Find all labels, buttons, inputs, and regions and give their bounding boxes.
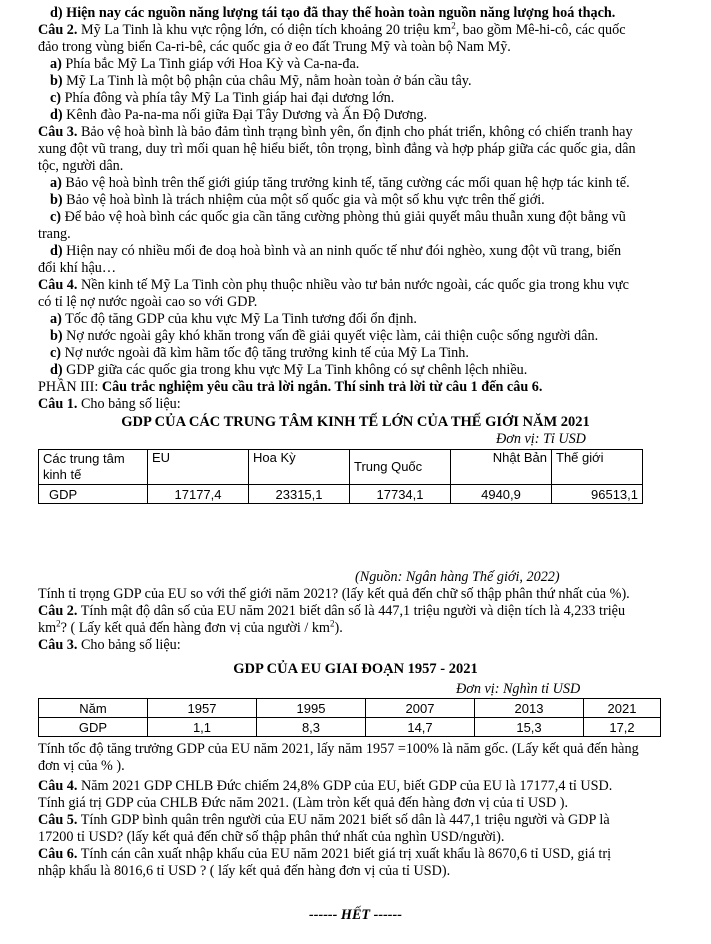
q1-row-label: GDP [39,485,148,504]
q2-stem-cont: $km^2$? ( Lấy kết quả đến hàng đơn vị của người / $km^2$). [38,618,343,636]
c2-option-c: c) Phía đông và phía tây Mỹ La Tinh giáp hai đại dương lớn. [50,90,395,106]
q1-header-cell: EU [148,450,249,485]
q2-stem: Câu 2. Tính mật độ dân số của EU năm 2021 biết dân số là 447,1 triệu người và diện tích là 4,233 triệu [38,603,626,619]
c4-option-d: d) GDP giữa các quốc gia trong khu vực Mỹ La Tinh không có sự chênh lệch nhiều. [50,362,528,378]
c3-option-d-cont: đổi khí hậu… [38,260,117,276]
q3-value-cell: 15,3 [475,718,584,737]
c3-option-c-cont: trang. [38,226,71,242]
q3-stem: Câu 3. Cho bảng số liệu: [38,637,181,653]
table-row [39,718,661,737]
c3-option-a: a) Bảo vệ hoà bình trên thế giới giúp tăng trưởng kinh tế, tăng cường các mối quan hệ hợp tác kinh tế. [50,175,630,191]
q5-stem-cont: 17200 tỉ USD? (lấy kết quả đến chữ số thập phân thứ nhất của nghìn USD/người). [38,829,505,845]
c3-stem-cont2: tộc, người dân. [38,158,124,174]
q1-value-cell: 23315,1 [249,485,350,504]
q4-stem-cont: Tính giá trị GDP của CHLB Đức năm 2021. (Làm tròn kết quả đến hàng đơn vị của tỉ USD ). [38,795,569,811]
q3-value-cell: 8,3 [257,718,366,737]
c3-option-d: d) Hiện nay có nhiều mối đe doạ hoà bình và an ninh quốc tế như đói nghèo, xung đột vũ trang, biến [50,243,622,259]
q3-value-cell: 17,2 [584,718,661,737]
q1-header-cell: Các trung tâm kinh tế [39,450,148,485]
q6-stem: Câu 6. Tính cán cân xuất nhập khẩu của EU năm 2021 biết giá trị xuất khẩu là 8670,6 tỉ USD, giá trị [38,846,612,862]
c2-option-b: b) Mỹ La Tinh là một bộ phận của châu Mỹ, nằm hoàn toàn ở bán cầu tây. [50,73,472,89]
q3-row-label: GDP [39,718,148,737]
q3-year-cell: 2013 [475,699,584,718]
q3-task: Tính tốc độ tăng trưởng GDP của EU năm 2021, lấy năm 1957 =100% là năm gốc. (Lấy kết quả đến hàng [38,741,639,757]
q6-stem-cont: nhập khẩu là 8016,6 tỉ USD ? ( lấy kết quả đến hàng đơn vị của tỉ USD). [38,863,451,879]
c3-stem-cont: xung đột vũ trang, duy trì mối quan hệ hiểu biết, tôn trọng, bình đẳng và hợp pháp giữa các quốc gia, dân [38,141,636,157]
q3-year-cell: 1995 [257,699,366,718]
end-marker: ------ HẾT ------ [309,907,402,923]
table-row [39,450,643,485]
q1-stem: Câu 1. Cho bảng số liệu: [38,396,181,412]
c2-stem: Câu 2. Mỹ La Tinh là khu vực rộng lớn, có diện tích khoảng 20 triệu $km^2$, bao gồm Mê-hi-cô, các quốc [38,20,626,38]
q4-stem: Câu 4. Năm 2021 GDP CHLB Đức chiếm 24,8% GDP của EU, biết GDP của EU là 17177,4 tỉ USD. [38,778,613,794]
q3-table [38,698,661,737]
q5-stem: Câu 5. Tính GDP bình quân trên người của EU năm 2021 biết số dân là 447,1 triệu người và GDP là [38,812,610,828]
q3-header-label: Năm [39,699,148,718]
q3-year-cell: 2007 [366,699,475,718]
c4-option-c: c) Nợ nước ngoài đã kìm hãm tốc độ tăng trưởng kinh tế của Mỹ La Tinh. [50,345,469,361]
q1-table-title: GDP CỦA CÁC TRUNG TÂM KINH TẾ LỚN CỦA THẾ GIỚI NĂM 2021 [121,414,590,430]
q1-unit: Đơn vị: Tỉ USD [496,431,586,447]
q3-year-cell: 2021 [584,699,661,718]
q1-value-cell: 4940,9 [451,485,552,504]
part-3-heading: PHẦN III: Câu trắc nghiệm yêu cầu trả lời ngắn. Thí sinh trả lời từ câu 1 đến câu 6. [38,379,543,395]
c4-option-b: b) Nợ nước ngoài gây khó khăn trong vấn đề giải quyết việc làm, cải thiện cuộc sống người dân. [50,328,599,344]
c2-option-d: d) Kênh đào Pa-na-ma nối giữa Đại Tây Dương và Ấn Độ Dương. [50,107,428,123]
table-row [39,699,661,718]
q1-header-cell: Thế giới [552,450,643,485]
q1-table [38,449,643,504]
q3-unit: Đơn vị: Nghìn tỉ USD [456,681,581,697]
c4-stem-cont: có tỉ lệ nợ nước ngoài cao so với GDP. [38,294,258,310]
c2-option-a: a) Phía bắc Mỹ La Tinh giáp với Hoa Kỳ và Ca-na-đa. [50,56,360,72]
q1-header-cell: Trung Quốc [350,450,451,485]
c4-option-a: a) Tốc độ tăng GDP của khu vực Mỹ La Tinh tương đối ổn định. [50,311,417,327]
q1-value-cell: 96513,1 [552,485,643,504]
q1-header-cell: Nhật Bản [451,450,552,485]
c3-option-c: c) Để bảo vệ hoà bình các quốc gia cần tăng cường phòng thủ giải quyết mâu thuẫn xung đột bằng vũ [50,209,626,225]
c3-stem: Câu 3. Bảo vệ hoà bình là bảo đảm tình trạng bình yên, ổn định cho phát triển, không có chiến tranh hay [38,124,633,140]
q1-value-cell: 17734,1 [350,485,451,504]
q3-year-cell: 1957 [148,699,257,718]
q3-task-cont: đơn vị của % ). [38,758,125,774]
q3-value-cell: 14,7 [366,718,475,737]
q3-table-title: GDP CỦA EU GIAI ĐOẠN 1957 - 2021 [233,661,478,677]
c1-option-d: d) Hiện nay các nguồn năng lượng tái tạo đã thay thế hoàn toàn nguồn năng lượng hoá thạch. [50,5,616,21]
table-row [39,485,643,504]
c4-stem: Câu 4. Nền kinh tế Mỹ La Tinh còn phụ thuộc nhiều vào tư bản nước ngoài, các quốc gia trong khu vực [38,277,629,293]
q1-task: Tính tỉ trọng GDP của EU so với thế giới năm 2021? (lấy kết quả đến chữ số thập phân thứ nhất của %). [38,586,630,602]
q1-header-cell: Hoa Kỳ [249,450,350,485]
q1-source: (Nguồn: Ngân hàng Thế giới, 2022) [355,569,560,585]
q3-value-cell: 1,1 [148,718,257,737]
q1-value-cell: 17177,4 [148,485,249,504]
c2-stem-cont: đảo trong vùng biển Ca-ri-bê, các quốc gia ở eo đất Trung Mỹ và toàn bộ Nam Mỹ. [38,39,511,55]
c3-option-b: b) Bảo vệ hoà bình là trách nhiệm của một số quốc gia và một số khu vực trên thế giới. [50,192,545,208]
